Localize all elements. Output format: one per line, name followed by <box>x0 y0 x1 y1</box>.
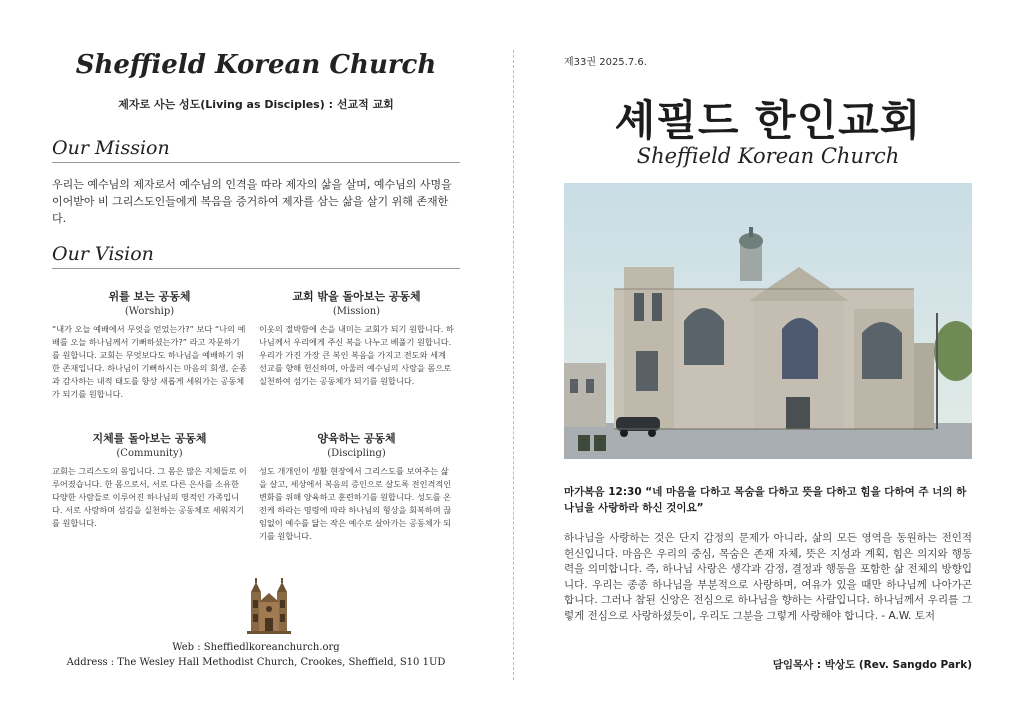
vision-body: 성도 개개인이 생활 현장에서 그리스도를 보여주는 삶을 살고, 세상에서 복음의 증인으로 살도록 전인격적인 변화를 위해 양육하고 훈련하기를 원합니다. 성도를 온전케 하라는 명령에 따라 하나님의 형상을 회복하며 끊임없이 예수를 닮는 작은 예수로 살아가는 공동체가 되기를 원합니다. <box>259 466 452 541</box>
web-address: Web : Sheffiedlkoreanchurch.org <box>172 642 340 653</box>
senior-pastor: 담임목사 : 박상도 (Rev. Sangdo Park) <box>772 659 972 671</box>
vision-title: 지체를 돌아보는 공동체 <box>92 432 207 445</box>
church-motto: 제자로 사는 성도(Living as Disciples) : 선교적 교회 <box>118 98 394 111</box>
mission-text: 우리는 예수님의 제자로서 예수님의 인격을 따라 제자의 삶을 살며, 예수님의 사명을 이어받아 비 그리스도인들에게 복음을 증거하여 제자를 삼는 삶을 살기 위해 존재한다. <box>52 178 452 225</box>
vision-english: (Worship) <box>124 306 175 317</box>
vision-worship <box>52 288 247 401</box>
sermon-reflection: 하나님을 사랑하는 것은 단지 감정의 문제가 아니라, 삶의 모든 영역을 동원하는 전인적 헌신입니다. 마음은 우리의 중심, 목숨은 존재 자체, 뜻은 지성과 계획, 힘은 의지와 행동력을 의미합니다. 즉, 하나님 사랑은 생각과 감정, 결정과 행동을 포함한 삶 전체의 방향입니다. 우리는 종종 하나님을 부분적으로 사랑하며, 여유가 있을 때만 하나님께 나아가곤 합니다. 그러나 참된 신앙은 전심으로 하나님을 향하는 사람입니다. 하나님께서 우리를 그렇게 전심으로 사랑하셨듯이, 우리도 그분을 그렇게 사랑해야 합니다. - A.W. 토저 <box>564 532 972 622</box>
vision-title: 양육하는 공동체 <box>317 432 396 445</box>
english-title: Sheffield Korean Church <box>636 144 900 168</box>
vision-english: (Community) <box>116 448 183 459</box>
issue-number: 제33권 2025.7.6. <box>564 57 647 68</box>
vision-english: (Mission) <box>332 306 381 317</box>
vision-body: 교회는 그리스도의 몸입니다. 그 몸은 많은 지체들로 이루어졌습니다. 한 몸으로서, 서로 다른 은사를 소유한 다양한 사람들로 이루어진 하나님의 영적인 가족입니다. 서로 사랑하며 섬김을 실천하는 공동체로 세워지기를 원합니다. <box>52 466 247 528</box>
vision-heading: Our Vision <box>52 243 460 269</box>
church-illustration <box>564 183 972 459</box>
vision-body: “내가 오늘 예배에서 무엇을 얻었는가?” 보다 “나의 예배를 오늘 하나님께서 기뻐하셨는가?” 라고 자문하기를 원합니다. 교회는 무엇보다도 하나님을 예배하기 위한 존재입니다. 하나님이 기뻐하시는 마음의 회생, 순종과 감사하는 내적 태도를 항상 새롭게 세워가는 공동체가 되기를 원합니다. <box>52 324 247 399</box>
mission-heading: Our Mission <box>52 137 460 163</box>
vision-community <box>52 430 247 530</box>
vision-title: 교회 밖을 돌아보는 공동체 <box>292 290 421 303</box>
church-building-icon <box>247 578 291 634</box>
postal-address: Address : The Wesley Hall Methodist Church, Crookes, Sheffield, S10 1UD <box>66 657 446 668</box>
church-photo <box>564 183 972 459</box>
vision-title: 위를 보는 공동체 <box>108 290 191 303</box>
vision-english: (Discipling) <box>327 448 386 459</box>
church-title: Sheffield Korean Church <box>75 50 437 80</box>
vision-mission <box>259 288 454 388</box>
page-divider <box>513 50 514 680</box>
korean-title: 셰필드 한인교회 <box>614 96 922 145</box>
left-page <box>52 0 460 724</box>
vision-body: 이웃의 절박함에 손을 내미는 교회가 되기 원합니다. 하나님께서 우리에게 주신 복을 나누고 베풀기 원합니다. 우리가 가진 가장 큰 복인 복음을 가지고 전도와 세계 선교를 향해 헌신하며, 아울러 예수님의 사랑을 몸으로 실천하여 섬기는 공동체가 되기를 원합니다. <box>259 324 454 386</box>
vision-discipling <box>259 430 454 543</box>
scripture-verse: 마가복음 12:30 “네 마음을 다하고 목숨을 다하고 뜻을 다하고 힘을 다하여 주 너의 하나님을 사랑하라 하신 것이요” <box>564 486 967 514</box>
